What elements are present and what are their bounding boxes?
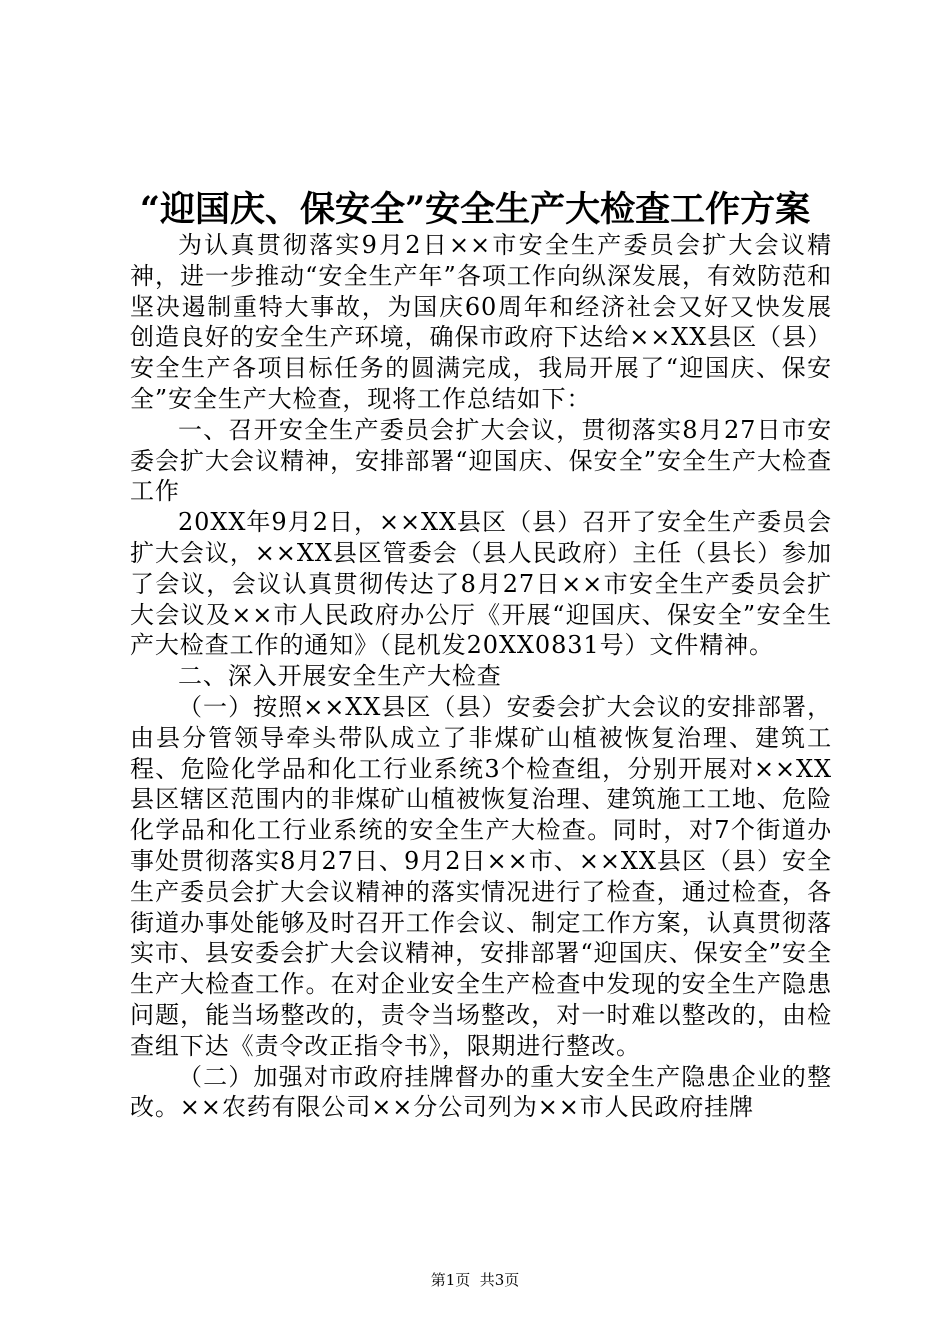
paragraph-meeting: 20XX年9月2日，××XX县区（县）召开了安全生产委员会扩大会议，××XX县区管委会（县人民政府）主任（县长）参加了会议，会议认真贯彻传达了8月27日××市安全生产委员会扩大会议及××市人民政府办公厅《开展“迎国庆、保安全”安全生产大检查工作的通知》（昆机发20XX0831号）文件精神。: [130, 508, 832, 660]
document-title: “迎国庆、保安全”安全生产大检查工作方案: [139, 189, 811, 230]
section-heading-1: 一、召开安全生产委员会扩大会议，贯彻落实8月27日市安委会扩大会议精神，安排部署“迎国庆、保安全”安全生产大检查工作: [130, 415, 832, 506]
paragraph-intro: 为认真贯彻落实9月2日××市安全生产委员会扩大会议精神，进一步推动“安全生产年”各项工作向纵深发展，有效防范和坚决遏制重特大事故，为国庆60周年和经济社会又好又快发展创造良好的安全生产环境，确保市政府下达给××XX县区（县）安全生产各项目标任务的圆满完成，我局开展了“迎国庆、保安全”安全生产大检查，现将工作总结如下：: [130, 231, 832, 413]
paragraph-inspection-1: （一）按照××XX县区（县）安委会扩大会议的安排部署，由县分管领导牵头带队成立了非煤矿山植被恢复治理、建筑工程、危险化学品和化工行业系统3个检查组，分别开展对××XX县区辖区范围内的非煤矿山植被恢复治理、建筑施工工地、危险化学品和化工行业系统的安全生产大检查。同时，对7个街道办事处贯彻落实8月27日、9月2日××市、××XX县区（县）安全生产委员会扩大会议精神的落实情况进行了检查，通过检查，各街道办事处能够及时召开工作会议、制定工作方案，认真贯彻落实市、县安委会扩大会议精神，安排部署“迎国庆、保安全”安全生产大检查工作。在对企业安全生产检查中发现的安全生产隐患问题，能当场整改的，责令当场整改，对一时难以整改的，由检查组下达《责令改正指令书》，限期进行整改。: [130, 692, 832, 1060]
page-number: 第1页 共3页: [430, 1271, 520, 1289]
page-footer: [0, 1270, 950, 1290]
paragraph-inspection-2: （二）加强对市政府挂牌督办的重大安全生产隐患企业的整改。××农药有限公司××分公司列为××市人民政府挂牌: [130, 1062, 832, 1122]
section-heading-2: 二、深入开展安全生产大检查: [178, 662, 502, 691]
document-body: [130, 230, 832, 1123]
